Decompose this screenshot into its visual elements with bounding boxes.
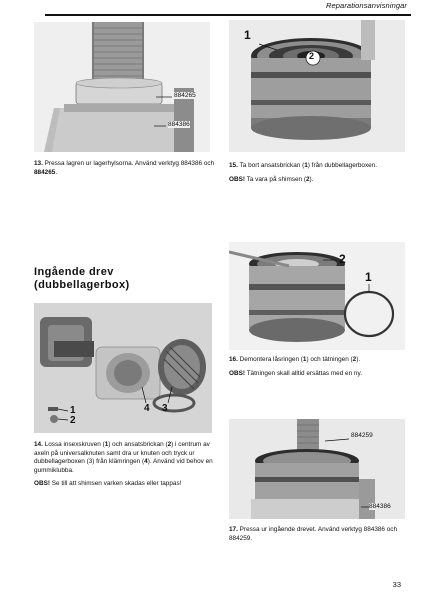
callout-3: 3 — [162, 403, 168, 414]
callout-4: 4 — [144, 403, 150, 414]
section-title: Ingående drev (dubbellagerbox) — [34, 266, 130, 291]
callout-2: 2 — [339, 252, 346, 266]
caption-15: 15. Ta bort ansatsbrickan (1) från dubbellagerboxen. OBS! Ta vara på shimsen (2). — [229, 162, 378, 183]
figure-14-photo — [34, 303, 212, 433]
figure-17-photo — [229, 419, 405, 519]
callout-2: 2 — [70, 415, 76, 426]
callout-884265: 884265 — [174, 92, 196, 99]
callout-884386: 884386 — [369, 503, 391, 510]
header-title: Reparationsanvisningar — [326, 1, 407, 10]
callout-1: 1 — [70, 405, 76, 416]
figure-16-photo — [229, 242, 405, 350]
page-number: 33 — [392, 580, 401, 589]
callout-884386: 884386 — [168, 121, 190, 128]
callout-1: 1 — [365, 270, 372, 284]
caption-13: 13. Pressa lagren ur lagerhylsorna. Använd verktyg 884386 och 884265. — [34, 160, 215, 176]
step-number: 13. — [34, 160, 43, 167]
caption-17: 17. Pressa ur ingående drevet. Använd verktyg 884386 och 884259. — [229, 526, 398, 542]
caption-16: 16. Demontera låsringen (1) och tätningen (2). OBS! Tätningen skall alltid ersättas med en ny. — [229, 356, 362, 377]
figure-15-photo — [229, 20, 405, 152]
callout-2: 2 — [309, 51, 315, 61]
callout-884259: 884259 — [351, 432, 373, 439]
figure-13-photo — [34, 22, 210, 152]
page-header — [45, 0, 411, 16]
callout-1: 1 — [244, 28, 251, 42]
caption-14: 14. Lossa insexskruven (1) och ansatsbrickan (2) i centrum av axeln på universalknuten samt dra ur knuten och tryck ur dubbellagerboxen (3) från klämringen (4). Använd vid behov en gummiklubba. OBS! Se till att shimsen varken skadas eller tappas! — [34, 441, 213, 488]
